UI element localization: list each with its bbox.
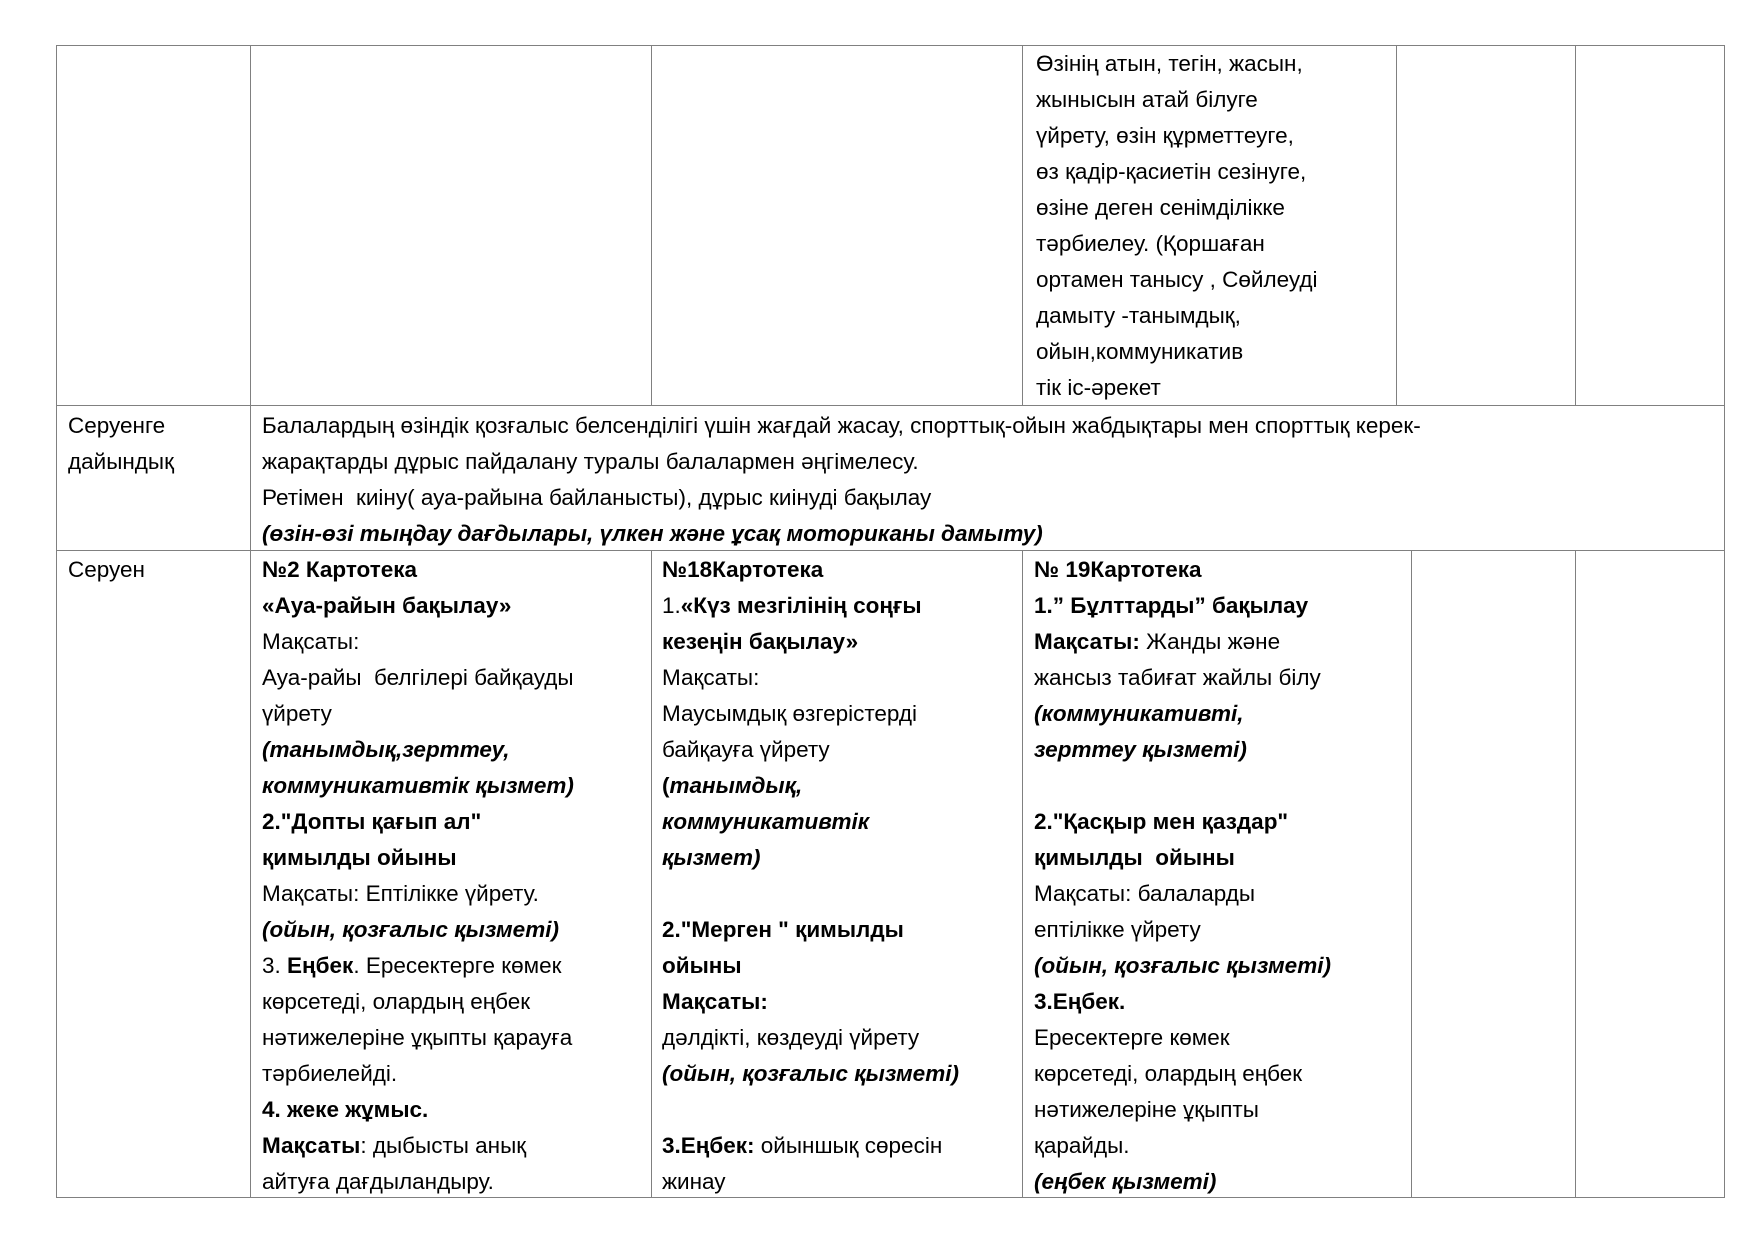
text-run: Мақсаты: [262, 1133, 361, 1158]
text-line: дамыту -танымдық,: [1036, 303, 1241, 328]
text-line: [262, 948, 561, 984]
text-line: 2."Допты қағып ал": [262, 809, 482, 834]
text-line: нәтижелеріне ұқыпты қарауға: [262, 1025, 573, 1050]
text-run: ойыншық сөресін: [754, 1133, 943, 1158]
row1-col2-cell: [651, 45, 1023, 406]
text-line: (еңбек қызметі): [1034, 1169, 1217, 1194]
text-line: (коммуникативті,: [1034, 701, 1244, 726]
row3-label: Серуен: [68, 557, 145, 582]
text-line: 2."Мерген " қимылды: [662, 917, 904, 942]
text-line: коммуникативтік: [662, 809, 870, 834]
text-line: жинау: [662, 1169, 726, 1194]
text-line: Ауа-райы белгілері байқауды: [262, 665, 574, 690]
text-line: №2 Картотека: [262, 557, 418, 582]
text-line: қызмет): [662, 845, 761, 870]
text-run: «Күз мезгілінің соңғы: [680, 593, 922, 618]
text-line: ортамен танысу , Сөйлеуді: [1036, 267, 1318, 292]
text-line: 1.” Бұлттарды” бақылау: [1034, 593, 1309, 618]
text-line: Мақсаты:: [262, 629, 360, 654]
row3-col5-cell: [1575, 550, 1725, 1198]
text-run: Мақсаты:: [1034, 629, 1140, 654]
text-line: Серуенге: [68, 413, 166, 438]
text-line: зерттеу қызметі): [1034, 737, 1247, 762]
text-run: Жанды және: [1139, 629, 1281, 654]
text-line: [662, 1128, 942, 1164]
text-line: (ойын, қозғалыс қызметі): [662, 1061, 959, 1086]
text-line: ойын,коммуникатив: [1036, 339, 1244, 364]
text-line: Балалардың өзіндік қозғалыс белсенділігі үшін жағдай жасау, спорттық-ойын жабдықтары мен спорттық керек-: [262, 413, 1421, 438]
text-line: үйрету, өзін құрметтеуге,: [1036, 123, 1294, 148]
text-run: 3.Еңбек:: [662, 1133, 755, 1158]
text-line: [662, 768, 802, 804]
row1-col1-cell: [250, 45, 652, 406]
text-line: «Ауа-райын бақылау»: [262, 593, 512, 618]
text-line: кезеңін бақылау»: [662, 629, 859, 654]
text-line: [262, 1128, 526, 1164]
text-line: (өзін-өзі тыңдау дағдылары, үлкен және ұсақ моториканы дамыту): [262, 521, 1043, 546]
row1-label-cell: [56, 45, 251, 406]
text-run: 3.: [262, 953, 288, 978]
text-line: көрсетеді, олардың еңбек: [262, 989, 531, 1014]
text-line: қарайды.: [1034, 1133, 1130, 1158]
text-line: Өзінің атын, тегін, жасын,: [1036, 51, 1303, 76]
text-line: Ретімен киіну( ауа-райына байланысты), дұрыс киінуді бақылау: [262, 485, 932, 510]
text-run: : дыбысты анық: [360, 1133, 527, 1158]
text-run: Еңбек: [287, 953, 354, 978]
text-line: (ойын, қозғалыс қызметі): [262, 917, 559, 942]
text-line: ойыны: [662, 953, 742, 978]
text-line: (танымдық,зерттеу,: [262, 737, 510, 762]
row3-col4-cell: [1411, 550, 1576, 1198]
row3-label-cell: [56, 550, 251, 1198]
text-line: ептілікке үйрету: [1034, 917, 1201, 942]
text-line: Мақсаты:: [662, 989, 768, 1014]
text-run: танымдық,: [669, 773, 803, 798]
text-line: дайындық: [68, 449, 174, 474]
text-line: қимылды ойыны: [262, 845, 457, 870]
text-line: № 19Картотека: [1034, 557, 1202, 582]
text-line: 3.Еңбек.: [1034, 989, 1126, 1014]
text-line: айтуға дағдыландыру.: [262, 1169, 494, 1194]
text-line: коммуникативтік қызмет): [262, 773, 574, 798]
text-line: (ойын, қозғалыс қызметі): [1034, 953, 1331, 978]
row1-col5-cell: [1575, 45, 1725, 406]
text-line: үйрету: [262, 701, 332, 726]
text-line: тік іс-әрекет: [1036, 375, 1161, 400]
text-run: 1.: [662, 593, 681, 618]
text-line: Мақсаты:: [662, 665, 760, 690]
text-line: өзіне деген сенімділікке: [1036, 195, 1285, 220]
text-line: жарақтарды дұрыс пайдалану туралы балалармен әңгімелесу.: [262, 449, 919, 474]
text-line: 2."Қасқыр мен қаздар": [1034, 809, 1289, 834]
text-line: 4. жеке жұмыс.: [262, 1097, 429, 1122]
text-line: жансыз табиғат жайлы білу: [1034, 665, 1321, 690]
text-line: дәлдікті, көздеуді үйрету: [662, 1025, 920, 1050]
text-line: өз қадір-қасиетін сезінуге,: [1036, 159, 1307, 184]
text-line: [1034, 624, 1280, 660]
text-line: тәрбиелейді.: [262, 1061, 398, 1086]
text-run: . Ересектерге көмек: [353, 953, 562, 978]
text-line: Маусымдық өзгерістерді: [662, 701, 918, 726]
text-line: қимылды ойыны: [1034, 845, 1235, 870]
text-line: №18Картотека: [662, 557, 824, 582]
text-line: көрсетеді, олардың еңбек: [1034, 1061, 1303, 1086]
text-line: [662, 588, 922, 624]
text-line: байқауға үйрету: [662, 737, 830, 762]
text-line: Мақсаты: Ептілікке үйрету.: [262, 881, 539, 906]
text-line: жынысын атай білуге: [1036, 87, 1258, 112]
text-line: Мақсаты: балаларды: [1034, 881, 1256, 906]
row1-col4-cell: [1396, 45, 1576, 406]
text-line: нәтижелеріне ұқыпты: [1034, 1097, 1259, 1122]
text-line: Ересектерге көмек: [1034, 1025, 1230, 1050]
text-line: тәрбиелеу. (Қоршаған: [1036, 231, 1265, 256]
text-run: (: [662, 773, 670, 798]
